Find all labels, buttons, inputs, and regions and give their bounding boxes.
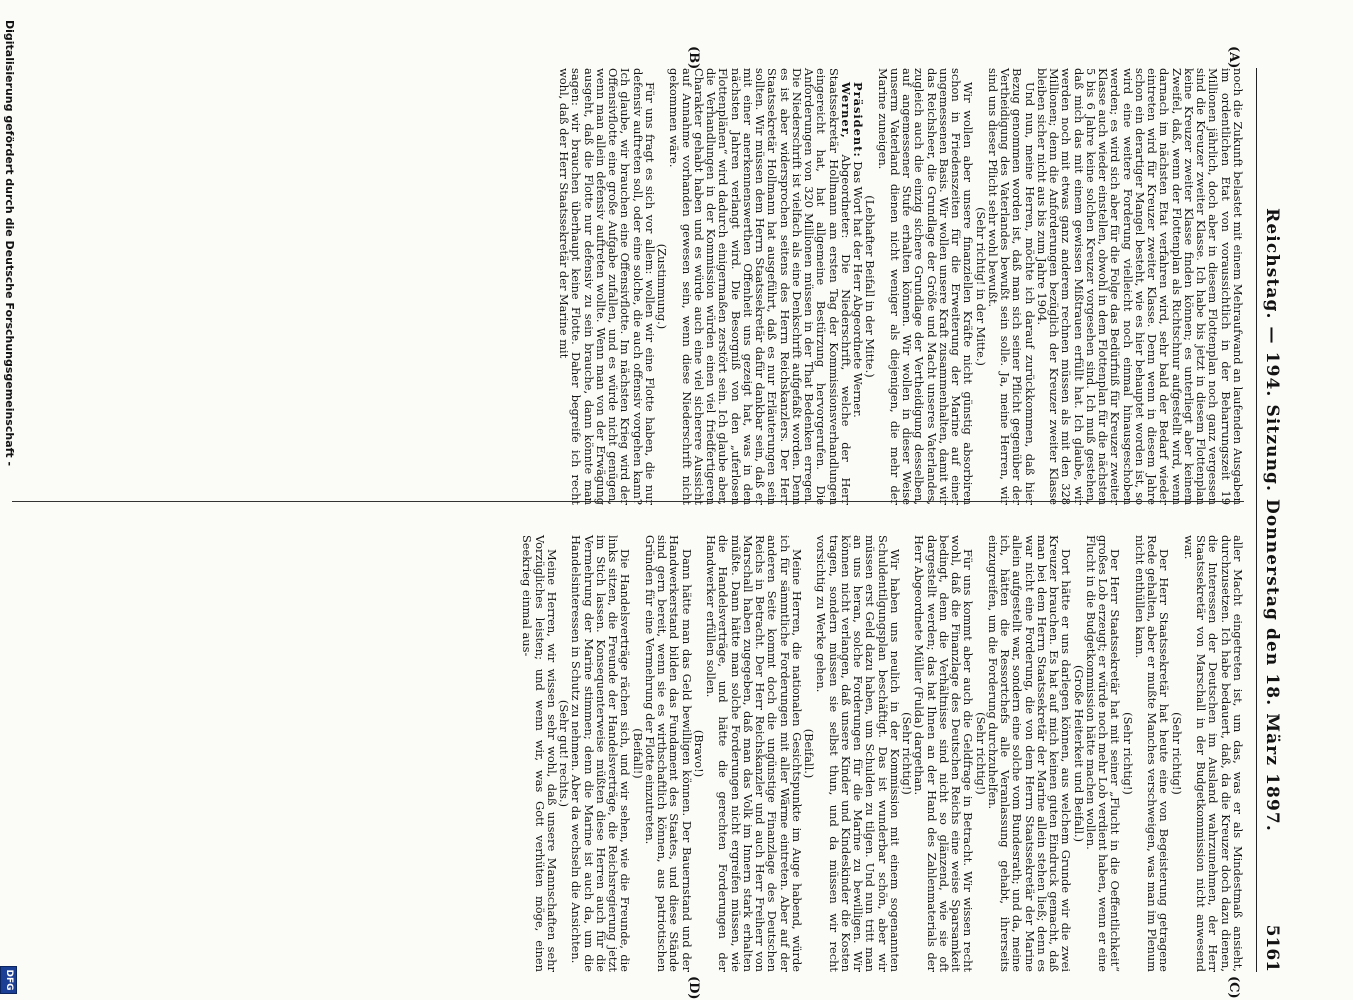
- speaker-paragraph: [668, 68, 852, 505]
- reaction: (Beifall.): [802, 728, 817, 779]
- paragraph: noch die Zukunft belastet mit einem Mehraufwand an laufenden Ausgaben im ordentlichen Etat von voraussichtlich in der Beharrungszeit 19 Millionen jährlich, doch aber in diesem Flottenplan noch ganz vergessen sind die Kreuzer zweiter Klasse. Ich habe bis jetzt in diesem Flottenplan keine Kreuzer zweiter Klasse finden können; es unterliegt aber keinem Zweifel, daß, wenn der Flottenplan als Richtschnur aufgestellt wird, wenn darnach im nächsten Etat verfahren wird, sehr bald der Bedarf wieder eintreten wird für Kreuzer zweiter Klasse. Denn wenn in diesem Jahre schon ein derartiger Mangel besteht, wie es hier behauptet worden ist, so wird eine weitere Forderung vielleicht noch einmal hinausgeschoben werden; es wird sich aber für die Folge das Bedürfniß für Kreuzer zweiter Klasse auch wieder einstellen, obwohl in dem Flottenplan für die nächsten 5 bis 6 Jahre keine solchen Kreuzer vorgesehen sind. Ich muß gestehen, daß mich das mit einem gewissen Mißtrauen erfüllt hat. Ich glaube, wir werden noch mit etwas ganz anderem rechnen müssen als mit den 328 Millionen; denn die Anforderungen bezüglich der Kreuzer zweiter Klasse bleiben sicher nicht aus bis zum Jahre 1904.: [1035, 68, 1245, 505]
- reaction: (Zustimmung.): [655, 243, 670, 330]
- paragraph: Für uns fragt es sich vor allem: wollen wir eine Flotte haben, die nur defensiv auftreten soll, oder eine solche, die auch offensiv vorgehen kann? Ich glaube, wir brauchen eine Offensivflotte. Im nächsten Krieg wird der Offensivflotte eine große Aufgabe zufallen, und es würde nicht genügen, wenn man allein defensiv auftreten wollte. Wenn man von der Erwägung ausgeht, daß die Flotte nur defensiv zu sein brauche, dann könnte man sagen: wir brauchen überhaupt keine Flotte. Daher begreife ich recht wohl, daß der Herr Staatssekretär der Marine mit: [557, 68, 657, 505]
- paragraph: Meine Herren, die nationalen Gesichtspunkte im Auge habend, würde ich für sämmtliche Forderungen mit aller Wärme eintreten. Aber auf der anderen Seite kommt doch die ungünstige Finanzlage des Deutschen Reichs in Betracht. Der Herr Reichskanzler und auch Herr Freiherr von Marschall haben zugegeben, daß man das Volk im Innern stark erhalten müßte. Dann hätte man solche Forderungen nicht ergreifen müssen, wie die Handelsverträge, und hätte die gerechten Forderungen der Handwerker erfüllen sollen.: [704, 535, 804, 972]
- reaction: (Sehr gut! rechts.): [557, 699, 572, 808]
- reaction: (Sehr richtig!): [973, 712, 988, 795]
- speaker-paragraph: [852, 68, 864, 505]
- paragraph: Dann hätte man das Geld bewilligen können. Der Bauernstand und der Handwerkerstand bilden das Fundament des Staates, und diese Stände sind gern bereit, wenn sie es wirthschaftlich können, aus patriotischen Gründen für eine Vermehrung der Flotte einzutreten.: [643, 535, 694, 972]
- margin-mark-b: (B): [686, 46, 701, 70]
- paragraph: Für uns kommt aber auch die Geldfrage in Betracht. Wir wissen recht wohl, daß die Finanzlage des Deutschen Reichs eine weise Sparsamkeit bedingt, denn die Verhältnisse sind nicht so glänzend, wie sie oft dargestellt werden; das hat Ihnen an der Hand des Zahlenmaterials der Herr Abgeordnete Müller (Fulda) dargethan.: [912, 535, 976, 972]
- reaction: (Sehr richtig!): [1169, 712, 1184, 795]
- margin-mark-c: (C): [1226, 976, 1241, 999]
- reaction: (Lebhafter Beifall in der Mitte.): [863, 195, 878, 378]
- margin-mark-d: (D): [686, 976, 701, 1000]
- speaker-label: Präsident:: [851, 82, 866, 158]
- paragraph: Der Herr Staatssekretär hat mit seiner „Flucht in die Oeffentlichkeit“ großes Lob erzeugt; er würde noch mehr Lob verdient haben, wenn er eine Flucht in die Budgetkommission hätte machen wollen.: [1084, 535, 1123, 972]
- page-number: 5161: [1262, 924, 1282, 972]
- column-divider: [12, 501, 1244, 502]
- page-title: Reichstag. — 194. Sitzung. Donnerstag den 18. März 1897.: [1262, 208, 1282, 832]
- reaction: (Bravo!): [692, 729, 706, 778]
- paragraph-text: Das Wort hat der Herr Abgeordnete Werner.: [851, 161, 866, 418]
- footer-credit: Digitalisierung gefördert durch die Deutsche Forschungsgemeinschaft -: [3, 20, 16, 467]
- reaction: (Sehr richtig!): [900, 712, 915, 795]
- paragraph: Meine Herren, wir wissen sehr wohl, daß unsere Mannschaften sehr Vorzügliches leisten; und wenn wir, was Gott verhüten möge, einen Seekrieg einmal aus-: [520, 535, 559, 972]
- paragraph: Wir wollen aber unsere finanziellen Kräfte nicht günstig absorbiren schon in Friedenszeiten für die Erweiterung der Marine auf einer ungemessenen Basis. Wir wollen unsere Kraft zusammenhalten, damit wir das Reichsheer, die Grundlage der Größe und Macht unseres Vaterlandes, zugleich auch die einzig sichere Grundlage der Vertheidigung desselben, auf angemessener Stufe erhalten können. Wir wollen in dieser Weise unserm Vaterland dienen nicht weniger als diejenigen, die mehr der Marine zuneigen.: [875, 68, 976, 505]
- paragraph: Wir haben uns neulich in der Kommission mit einem sogenannten Schuldentilgungsplan beschäftigt. Das ist wunderbar schön, aber wir müssen erst Geld dazu haben, um Schulden zu tilgen. Und nun tritt man an uns heran, solche Forderungen für die Marine zu bewilligen. Wir können nicht verlangen, daß unsere Kinder und Kindeskinder die Kosten tragen, sondern müssen sie selbst thun, und da müssen wir recht vorsichtig zu Werke gehen.: [814, 535, 902, 972]
- margin-mark-a: (A): [1226, 46, 1241, 69]
- paragraph: Dort hätte er uns darlegen können, aus welchem Grunde wir die zwei Kreuzer brauchen. Es hat auf mich keinen guten Eindruck gemacht, daß man bei dem Herrn Staatssekretär der Marine allein stehen ließ; denn es war nicht eine Forderung, die von dem Herrn Staatssekretär der Marine allein aufgestellt war, sondern eine solche vom Bundesrath; und da, meine ich, hätten die Ressortchefs alle Veranlassung gehabt, ihrerseits einzugreifen, um die Forderung durchzuhelfen.: [986, 535, 1074, 972]
- reaction: (Große Heiterkeit und Beifall.): [1071, 664, 1086, 843]
- left-column: [12, 68, 1244, 505]
- digitization-footer: [0, 0, 18, 1000]
- paragraph: Und nun, meine Herren, möchte ich darauf zurückkommen, daß hier Bezug genommen worden ist, daß man sich seiner Pflicht gegenüber der Vertheidigung des Vaterlandes bewußt sein solle. Ja, meine Herren, wir sind uns dieser Pflicht sehr wohl bewußt.: [986, 68, 1037, 505]
- right-column: [520, 535, 1245, 972]
- paragraph: Die Handelsverträge rächen sich, und wir sehen, wie die Freunde, die links sitzen, die Freunde der Handelsverträge, die Reichsregierung jetzt im Stich lassen. Konsequenterweise müßten diese Herren auch für die Vermehrung der Marine stimmen; denn die Marine ist auch da, um die Handelsinteressen in Schutz zu nehmen. Aber da wechseln die Ansichten.: [569, 535, 633, 972]
- header-rule: [1256, 68, 1257, 972]
- paragraph: aller Macht eingetreten ist, um das, was er als Mindestmaß ansieht, durchzusetzen. Ich habe bedauert, daß, da die Kreuzer doch dazu dienen, die Interessen der Deutschen im Ausland wahrzunehmen, der Herr Staatssekretär von Marschall in der Budgetkommission nicht anwesend war.: [1182, 535, 1245, 972]
- paragraph: Der Herr Staatssekretär hat heute eine von Begeisterung getragene Rede gehalten, aber er mußte Manches verschweigen, was man im Plenum nicht enthüllen kann.: [1133, 535, 1172, 972]
- dfg-logo: DFG: [0, 966, 17, 994]
- reaction: (Beifall!): [630, 728, 645, 779]
- page-header: [1256, 68, 1286, 972]
- reaction: (Sehr richtig!): [1120, 712, 1135, 795]
- reaction: (Sehr richtig! in der Mitte.): [973, 207, 988, 366]
- paragraph-text: Abgeordneter: Die Niederschrift, welche der Herr Staatssekretär Hollmann am ersten Tag der Kommissionsverhandlungen eingereicht hat, hat allgemeine Bestürzung hervorgerufen. Die Anforderungen von 320 Millionen müssen in der That Bedenken erregen. Die Niederschrift ist vielfach als eine Denkschrift aufgefaßt worden. Denn es ist aber widersprochen seitens des Herrn Reichskanzlers. Der Herr Staatssekretär Hollmann hat ausgeführt, daß es nur Erläuterungen sein sollten. Wir müssen dem Herrn Staatssekretär dafür dankbar sein, daß er mit einer anerkennenswerthen Offenheit uns gezeigt hat, was in den nächsten Jahren verlangt wird. Die Besorgniß von den „uferlosen Flottenplänen“ wird dadurch einigermaßen zerstört sein. Ich glaube aber, die Verhandlungen in der Kommission würden einen viel friedfertigeren Charakter gehabt haben und es würde auch eine viel sicherere Aussicht auf Annahme vorhanden gewesen sein, wenn diese Niederschrift nicht gekommen wäre.: [667, 68, 853, 506]
- speaker-label: Werner,: [839, 82, 853, 139]
